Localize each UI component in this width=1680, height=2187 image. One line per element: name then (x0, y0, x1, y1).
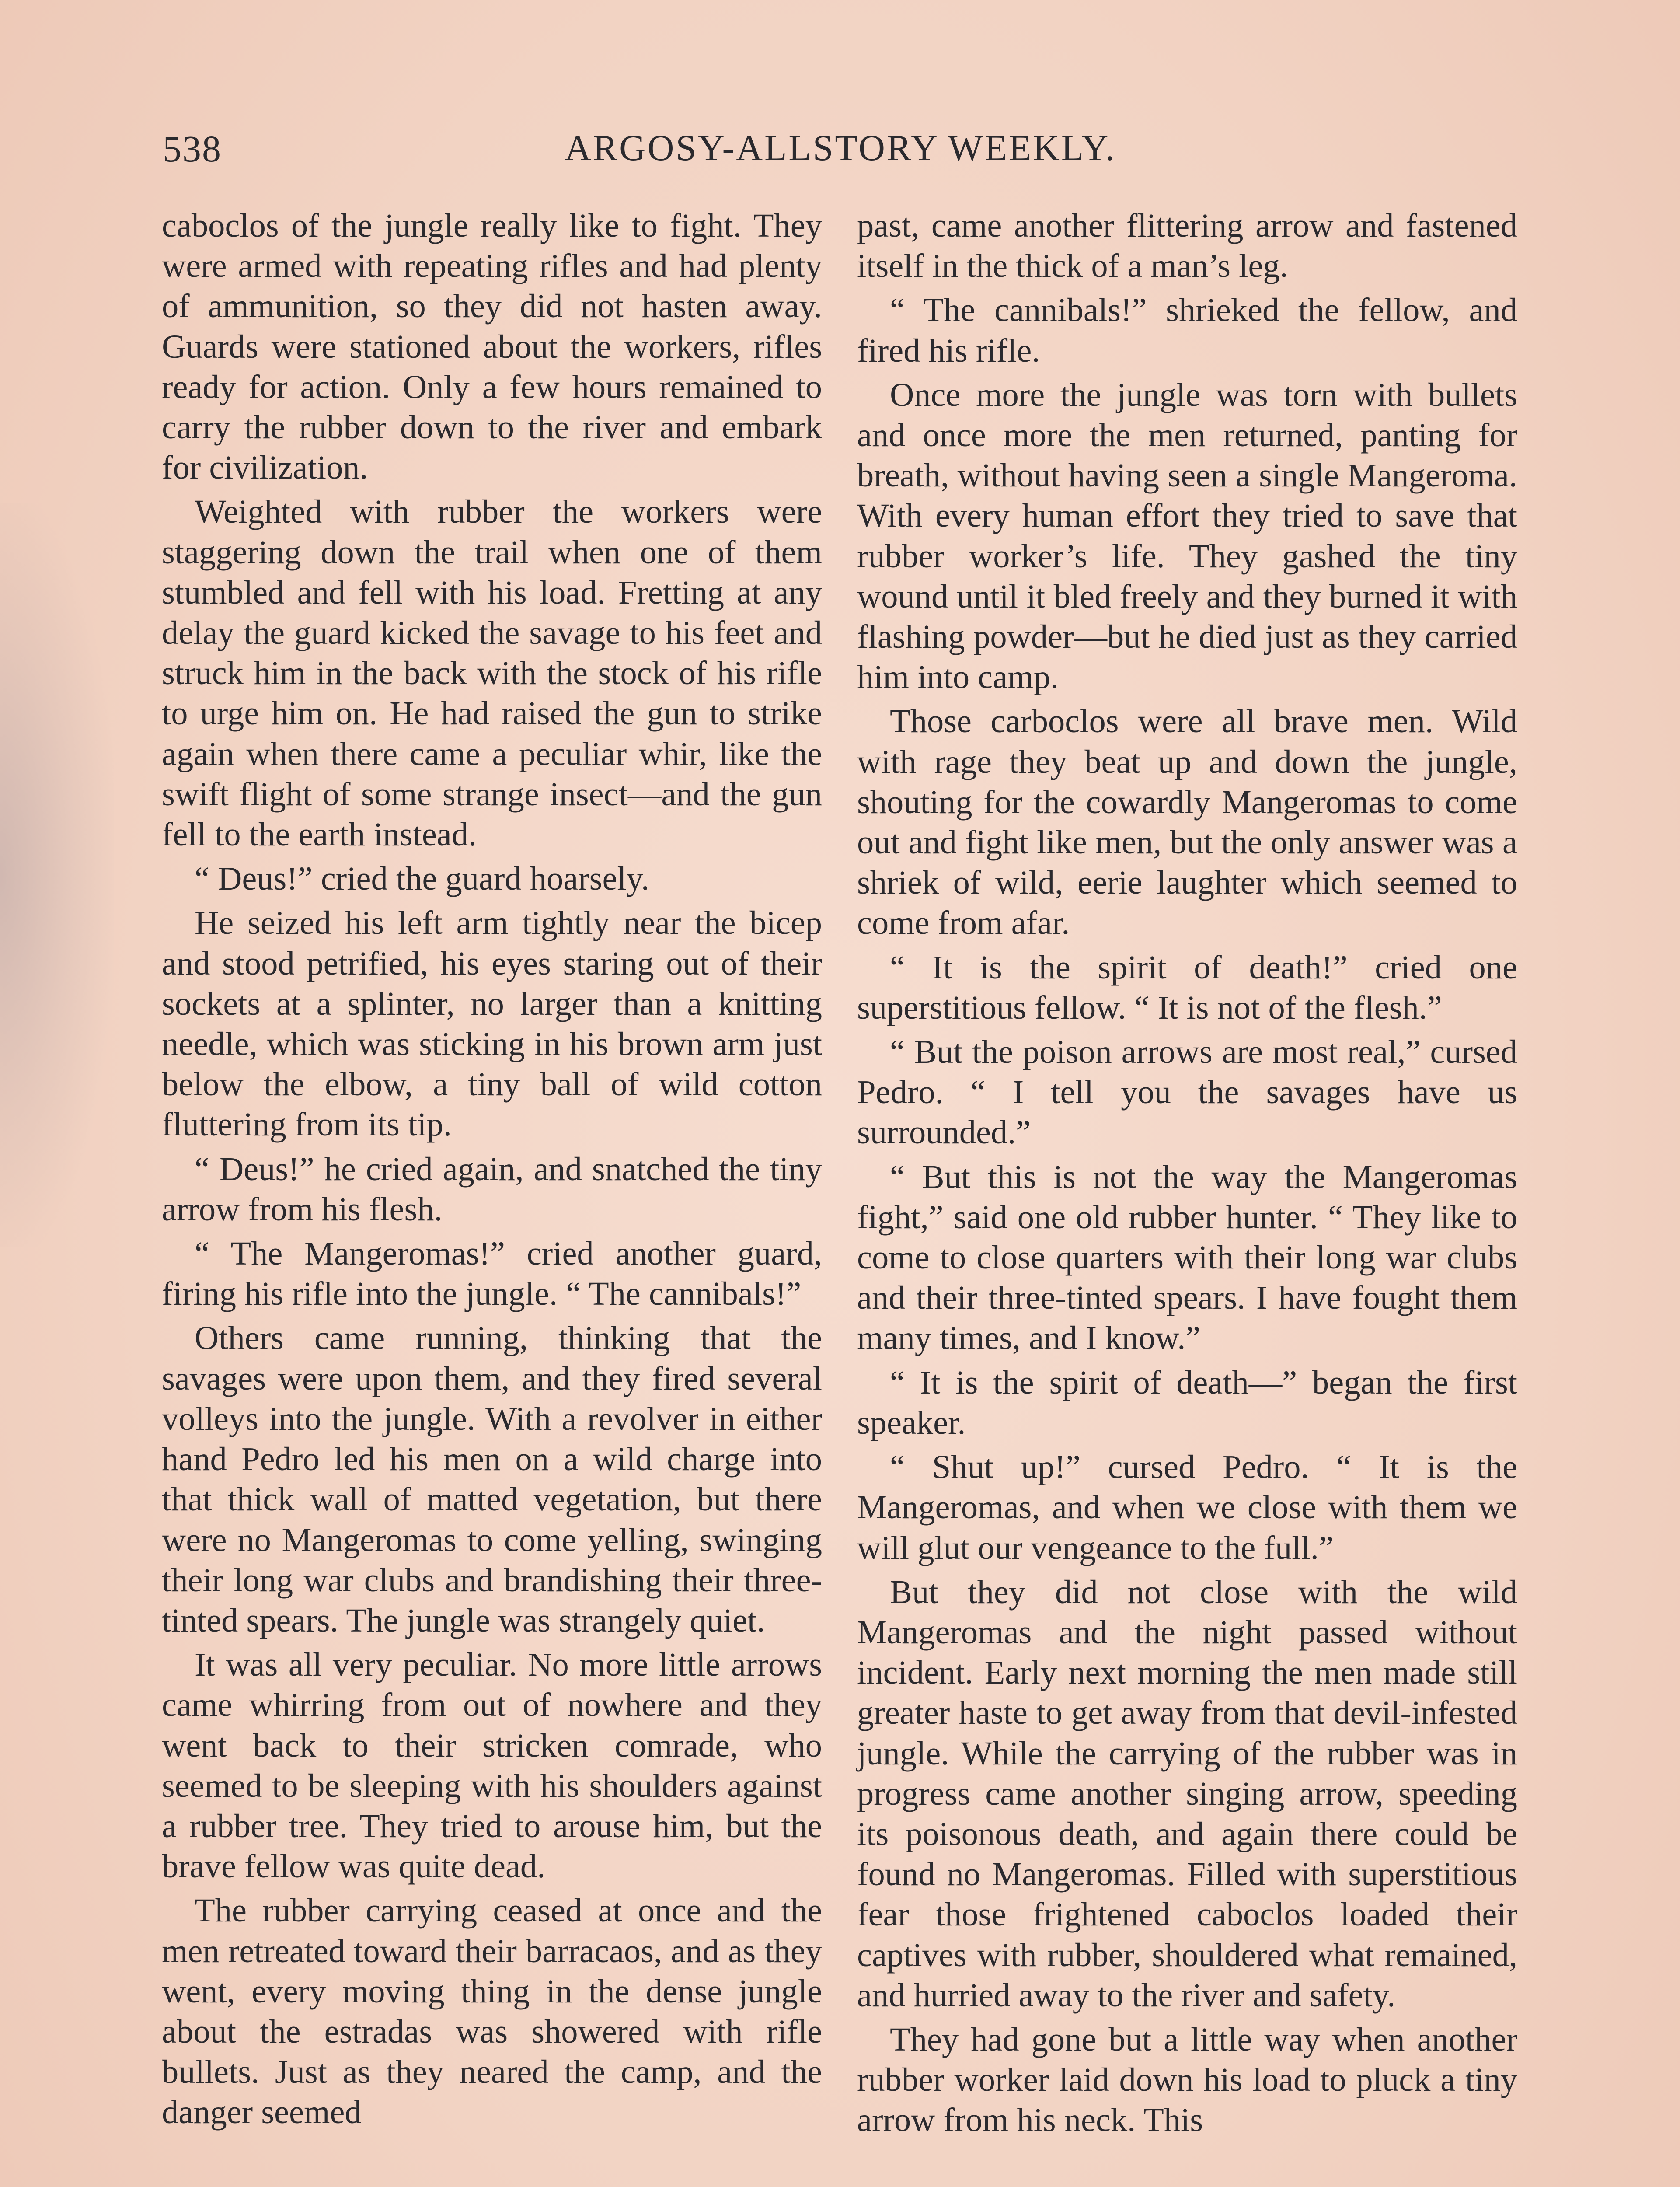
paragraph: past, came another flittering arrow and fastened itself in the thick of a man’s leg. (857, 207, 1517, 285)
page-stain (0, 503, 114, 1247)
paragraph: They had gone but a little way when another rubber worker laid down his load to pluck a tiny arrow from his neck. This (857, 2020, 1517, 2139)
paragraph: “ But the poison arrows are most real,” cursed Pedro. “ I tell you the savages have us surrounded.” (857, 1033, 1517, 1151)
right-column (857, 206, 1517, 2145)
left-column (162, 206, 822, 2137)
paragraph: “ Shut up!” cursed Pedro. “ It is the Mangeromas, and when we close with them we will glut our vengeance to the full.” (857, 1448, 1517, 1566)
page-header (163, 127, 1518, 184)
paragraph: “ It is the spirit of death!” cried one superstitious fellow. “ It is not of the flesh.” (857, 948, 1517, 1026)
paragraph: caboclos of the jungle really like to fight. They were armed with repeating rifles and had plenty of ammunition, so they did not hasten away. Guards were stationed about the workers, rifles ready for action. Only a few hours remained to carry the rubber down to the river and embark for civilization. (162, 207, 822, 486)
running-title: ARGOSY-ALLSTORY WEEKLY. (565, 128, 1116, 168)
paragraph: Once more the jungle was torn with bullets and once more the men returned, panting for breath, without having seen a single Mangeroma. With every human effort they tried to save that rubber worker’s life. They gashed the tiny wound until it bled freely and they burned it with flashing powder—but he died just as they carried him into camp. (857, 376, 1517, 696)
paragraph: “ But this is not the way the Mangeromas fight,” said one old rubber hunter. “ They like to come to close quarters with their long war clubs and their three-tinted spears. I have fought them many times, and I know.” (857, 1158, 1517, 1357)
paragraph: He seized his left arm tightly near the bicep and stood petrified, his eyes staring out of their sockets at a splinter, no larger than a knitting needle, which was sticking in his brown arm just below the elbow, a tiny ball of wild cotton fluttering from its tip. (162, 904, 822, 1143)
paragraph: “ The Mangeromas!” cried another guard, firing his rifle into the jungle. “ The cannibals!” (162, 1235, 822, 1313)
paragraph: But they did not close with the wild Mangeromas and the night passed without incident. Early next morning the men made still greater haste to get away from that devil-infested jungle. While the carrying of the rubber was in progress came another singing arrow, speeding its poisonous death, and again there could be found no Mangeromas. Filled with superstitious fear those frightened caboclos loaded their captives with rubber, shouldered what remained, and hurried away to the river and safety. (857, 1573, 1517, 2014)
paragraph: It was all very peculiar. No more little arrows came whirring from out of nowhere and they went back to their stricken comrade, who seemed to be sleeping with his shoulders against a rubber tree. They tried to arouse him, but the brave fellow was quite dead. (162, 1646, 822, 1885)
paragraph: “ The cannibals!” shrieked the fellow, and fired his rifle. (857, 291, 1517, 369)
paragraph: “ Deus!” cried the guard hoarsely. (195, 860, 650, 898)
paragraph: “ Deus!” he cried again, and snatched the tiny arrow from his flesh. (162, 1150, 822, 1228)
paragraph: Weighted with rubber the workers were staggering down the trail when one of them stumbled and fell with his load. Fretting at any delay the guard kicked the savage to his feet and struck him in the back with the stock of his rifle to urge him on. He had raised the gun to strike again when there came a peculiar whir, like the swift flight of some strange insect—and the gun fell to the earth instead. (162, 493, 822, 853)
paragraph: “ It is the spirit of death—” began the first speaker. (857, 1363, 1517, 1441)
paragraph: Others came running, thinking that the savages were upon them, and they fired several volleys into the jungle. With a revolver in either hand Pedro led his men on a wild charge into that thick wall of matted vegetation, but there were no Mangeromas to come yelling, swinging their long war clubs and brandishing their three-tinted spears. The jungle was strangely quiet. (162, 1319, 822, 1639)
paragraph: The rubber carrying ceased at once and the men retreated toward their barracaos, and as they went, every moving thing in the dense jungle about the estradas was showered with rifle bullets. Just as they neared the camp, and the danger seemed (162, 1892, 822, 2131)
paragraph: Those carboclos were all brave men. Wild with rage they beat up and down the jungle, shouting for the cowardly Mangeromas to come out and fight like men, but the only answer was a shriek of wild, eerie laughter which seemed to come from afar. (857, 702, 1517, 942)
page-number: 538 (163, 128, 222, 170)
